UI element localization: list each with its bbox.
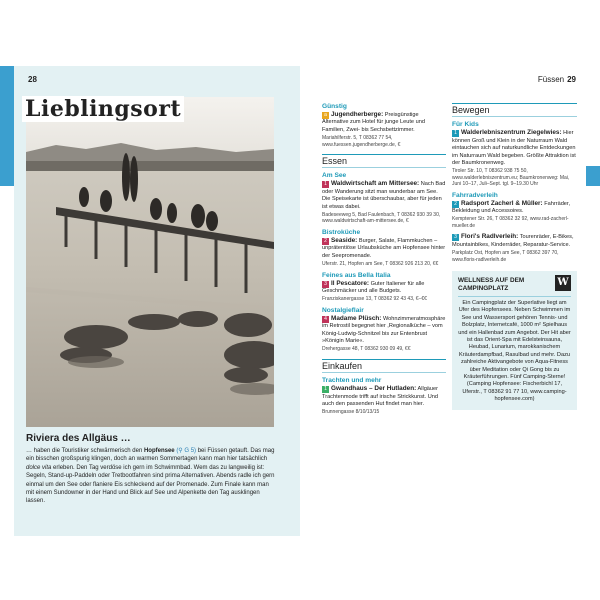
entry-address: Drehergasse 48, T 08362 930 09 49, €€: [322, 346, 411, 353]
entry-text: Allgäuer Trachtenmode trifft auf irische Strickkunst. Und auch den passenden Hut findet man hier.: [322, 386, 439, 407]
entry-category: Am See: [322, 172, 347, 180]
entry-body: [452, 129, 577, 167]
entry-text: Guter Italiener für alle Geschmäcker und alle Budgets.: [322, 280, 425, 294]
entry-name: Seaside:: [331, 236, 358, 244]
section-essen: Essen: [322, 154, 446, 168]
chapter-tab-right: [586, 166, 600, 186]
entry-category: Feines aus Bella Italia: [322, 271, 391, 279]
entry-address: Brunnengasse 8/10/13/15: [322, 409, 380, 416]
entry-name: Il Pescatore:: [331, 279, 370, 287]
entry-marker: 3: [452, 234, 459, 241]
entry-category: Bistroküche: [322, 228, 361, 236]
entry-body: [322, 111, 446, 134]
story-title: Riviera des Allgäus …: [26, 433, 131, 444]
section-einkaufen: Einkaufen: [322, 359, 446, 373]
right-column-b: [452, 103, 577, 410]
running-head-right: [538, 75, 576, 84]
entry-text: Tourenräder, E-Bikes, Mountainbikes, Kinderräder, Reparatur-Service.: [452, 234, 574, 248]
entry-category: Für Kids: [452, 121, 479, 129]
right-column-a: [322, 103, 446, 416]
entry-address: Uferstr. 21, Hopfen am See, T 08362 926 213 20, €€: [322, 261, 439, 268]
entry-name: Walderlebniszentrum Ziegelwies:: [461, 129, 562, 137]
story-text: [26, 447, 278, 506]
entry-body: [452, 233, 577, 249]
entry-body: [322, 280, 446, 296]
bewegen-entry-3: [452, 233, 577, 263]
einkaufen-entry: [322, 377, 446, 416]
map-ref: (⚲ G 5): [176, 448, 197, 454]
entry-address: Kemptener Str. 26, T 08362 32 92, www.rad-zacherl-mueller.de: [452, 216, 569, 229]
entry-marker: 1: [322, 386, 329, 393]
budget-entry: [322, 103, 446, 148]
entry-body: [322, 315, 446, 346]
entry-marker: a: [322, 112, 329, 119]
entry-name: Madame Plüsch:: [331, 314, 382, 322]
wellness-text: Ein Campingplatz der Superlative liegt am Ufer des Hopfensees. Neben Schwimmen im See und Wassersport gehören Tennis- und Bolzplatz, Internetcafé, 1000 m² Spielhaus und ein Hallenbad zum Angebot. Der Hit aber ist das Orient-Spa mit Edelsteinsauna, Heubad, Lunarium, marokkanischem Kräuterdampfbad, Rasulbad und mehr. Dazu zahlreiche Aktivangebote von Aqua-Fitness über Meditation oder Qi Gong bis zu Kräuterführungen. Fünf Camping-Sterne! (Camping Hopfensee: Fischerbichl 17, Uferstr., T 08362 91 77 10, www.camping-hopfensee.com): [458, 299, 571, 403]
entry-category: Günstig: [322, 103, 347, 110]
entry-body: [322, 180, 446, 211]
lake-photo: [26, 97, 274, 427]
page-number-left: 28: [28, 75, 37, 84]
entry-category: Trachten und mehr: [322, 377, 382, 385]
entry-marker: 2: [322, 238, 329, 245]
essen-entry-2: [322, 229, 446, 268]
story-place: Hopfensee: [143, 448, 175, 454]
entry-body: [322, 237, 446, 260]
entry-name: Jugendherberge:: [331, 111, 384, 118]
w-logo-icon: W: [555, 275, 571, 291]
lake-photo-image: [26, 97, 274, 427]
story-part-2: bei Füssen getauft. Das mag ein bisschen großspurig klingen, doch an warmen Sommertagen kann man hier tatsächlich: [26, 448, 275, 463]
entry-name: Gwandhaus – Der Hutladen:: [331, 385, 417, 393]
entry-marker: 2: [452, 201, 459, 208]
story-part-1: … haben die Touristiker schwärmerisch den: [26, 448, 144, 454]
essen-entry-4: [322, 307, 446, 353]
entry-name: Waldwirtschaft am Mittersee:: [331, 180, 420, 188]
entry-address: Franziskanergasse 13, T 08362 92 43 43, €–€€: [322, 296, 427, 303]
entry-body: [322, 385, 446, 408]
entry-text: Wohnzimmeratmosphäre im Retrostil begegnet hier ,Regionalküche – vom König-Ludwig-Schnitzel bis zur Entenbrust »Königin Marie«.: [322, 315, 446, 344]
entry-name: Flori's Radlverleih:: [461, 233, 519, 241]
story-italic: dolce vita: [26, 464, 52, 471]
page-number-right: 29: [567, 75, 576, 84]
entry-address: Badeseeweg 5, Bad Faulenbach, T 08362 930 39 30, www.waldwirtschaft-am-mittersee.de, €: [322, 212, 441, 225]
bewegen-entry-1: [452, 121, 577, 187]
essen-entry-1: [322, 172, 446, 224]
section-bewegen: Bewegen: [452, 103, 577, 117]
wellness-box: [452, 271, 577, 410]
entry-text: Fahrräder, Bekleidung und Accessoires.: [452, 200, 571, 215]
entry-marker: 3: [322, 281, 329, 288]
story-part-3: erleben. Den Tag verdöse ich gern im Schwimmbad. Wem das zu langweilig ist: Segeln, Stand-up-Paddeln oder Tretbootfahren sind prima Alternativen. Abends radle ich gern einmal um den See oder flaniere Eis schleckend auf der Promenade. Zum Finale kann man mit einem Sundowner in der Hand und Blick auf See und Alpenkette den Tag ausklingen lassen.: [26, 464, 275, 505]
hero-title: Lieblingsort: [22, 96, 184, 122]
entry-body: [452, 200, 577, 216]
entry-marker: 4: [322, 316, 329, 323]
bewegen-entry-2: [452, 192, 577, 230]
entry-text: Burger, Salate, Flammkuchen – unprätentiöse Urlaubsküche am Hopfensee hinter der Seepromenade.: [322, 237, 446, 259]
entry-address: Parkplatz Ost, Hopfen am See, T 08362 397 70, www.floris-radlverleih.de: [452, 250, 559, 263]
entry-name: Radsport Zacherl & Müller:: [461, 199, 543, 207]
entry-text: Hier können Groß und Klein in der Naturraum Wald eintauchen sich auf naturkundliche Entdeckungen im Naturraum Wald begeben. Größte Attraktion ist der Baumkronenweg.: [452, 130, 576, 167]
entry-category: Fahrradverleih: [452, 191, 498, 199]
entry-address: Tiroler Str. 10, T 08362 938 75 50, www.walderlebniszentrum.eu; Baumkronenweg: Mai, Juni 10–17, Juli–Sept. tgl. 9–19.30 Uhr: [452, 168, 570, 188]
entry-text: Preisgünstige Alternative zum Hotel für junge Leute und Familien, Zwei- bis Sechsbettzimmer.: [322, 112, 425, 133]
entry-address: Mariahilferstr. 5, T 08362 77 54, www.fuessen.jugendherberge.de, €: [322, 135, 401, 148]
entry-marker: 1: [322, 181, 329, 188]
wellness-title-line-2: CAMPINGPLATZ: [458, 284, 509, 292]
essen-entry-3: [322, 272, 446, 303]
wellness-title-line-1: WELLNESS AUF DEM: [458, 276, 525, 284]
entry-text: Nach Bad oder Wanderung sitzt man wunderbar am See. Die Speisekarte ist überschaubar, aber für jeden ist etwas dabei.: [322, 181, 446, 210]
chapter-tab-left: [0, 66, 14, 186]
entry-category: Nostalgieflair: [322, 306, 364, 314]
entry-marker: 1: [452, 130, 459, 137]
running-head-title: Füssen: [537, 75, 565, 84]
